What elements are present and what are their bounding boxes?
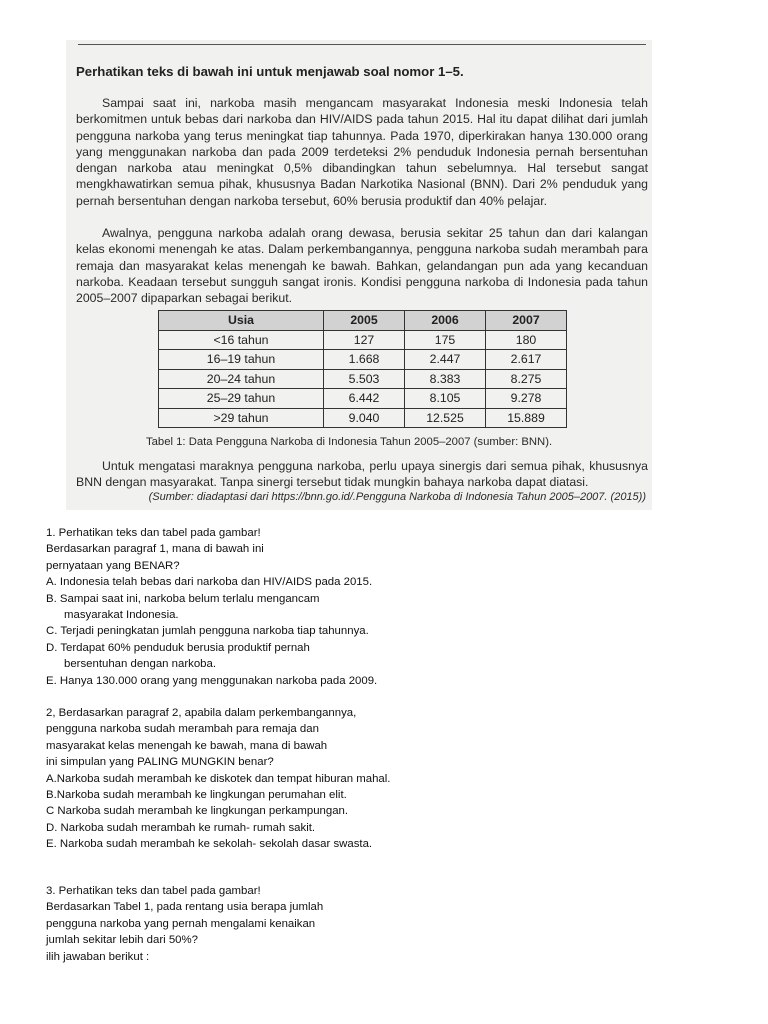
table-row [159, 369, 567, 389]
question-1-line: 1. Perhatikan teks dan tabel pada gambar! [46, 527, 261, 539]
table-cell: 127 [324, 330, 405, 350]
question-1-option-e: E. Hanya 130.000 orang yang menggunakan narkoba pada 2009. [46, 674, 378, 687]
question-2-option-c: C Narkoba sudah merambah ke lingkungan perkampungan. [46, 805, 349, 818]
excerpt-paragraph-3: Untuk mengatasi maraknya pengguna narkoba, perlu upaya sinergis dari semua pihak, khususnya BNN dengan masyarakat. Tanpa sinergi tersebut tidak mungkin bahaya narkoba dapat diatasi. [76, 459, 648, 490]
table-caption: Tabel 1: Data Pengguna Narkoba di Indonesia Tahun 2005–2007 (sumber: BNN). [146, 436, 553, 448]
question-1-line: pernyataan yang BENAR? [46, 559, 180, 572]
question-1-option-b-cont: masyarakat Indonesia. [64, 609, 179, 622]
question-3-line: jumlah sekitar lebih dari 50%? [46, 934, 198, 947]
table-cell: 9.040 [324, 408, 405, 428]
scanned-excerpt [66, 40, 652, 510]
table-cell: 8.275 [486, 369, 567, 389]
table-header-cell: 2006 [405, 311, 486, 331]
excerpt-paragraph-2: Awalnya, pengguna narkoba adalah orang dewasa, berusia sekitar 25 tahun dan dari kalangan kelas ekonomi menengah ke atas. Dalam perkembangannya, pengguna narkoba sudah merambah para remaja dan masyarakat kelas menengah ke bawah. Bahkan, gelandangan pun ada yang kecanduan narkoba. Keadaan tersebut sungguh sangat ironis. Kondisi pengguna narkoba di Indonesia pada tahun 2005–2007 dipaparkan sebagai berikut. [76, 226, 648, 306]
question-3-line: 3. Perhatikan teks dan tabel pada gambar! [46, 885, 261, 897]
question-1-line: Berdasarkan paragraf 1, mana di bawah ini [46, 543, 264, 556]
table-cell: 1.668 [324, 350, 405, 370]
excerpt-paragraph-1: Sampai saat ini, narkoba masih mengancam masyarakat Indonesia meski Indonesia telah berkomitmen untuk bebas dari narkoba dan HIV/AIDS pada tahun 2015. Hal itu dapat dilihat dari jumlah pengguna narkoba yang terus meningkat tiap tahunnya. Pada 1970, diperkirakan hanya 130.000 orang yang menggunakan narkoba dan pada 2009 terdeteksi 2% penduduk Indonesia pernah bersentuhan dengan narkoba atau meningkat 0,5% dibandingkan tahun sebelumnya. Hal tersebut sangat mengkhawatirkan semua pihak, khususnya Badan Narkotika Nasional (BNN). Dari 2% penduduk yang pernah bersentuhan dengan narkoba tersebut, 60% berusia produktif dan 40% pelajar. [76, 96, 648, 208]
table-cell: 2.447 [405, 350, 486, 370]
question-3-line: ilih jawaban berikut : [46, 950, 150, 963]
table-cell: 6.442 [324, 389, 405, 409]
excerpt-heading: Perhatikan teks di bawah ini untuk menjawab soal nomor 1–5. [76, 64, 464, 79]
question-2 [46, 705, 390, 853]
top-rule [78, 44, 646, 45]
question-1 [46, 525, 377, 689]
table-cell: 8.383 [405, 369, 486, 389]
table-cell: 9.278 [486, 389, 567, 409]
question-2-option-a: A.Narkoba sudah merambah ke diskotek dan tempat hiburan mahal. [46, 772, 391, 785]
table-cell: 12.525 [405, 408, 486, 428]
table-cell: 5.503 [324, 369, 405, 389]
question-2-line: masyarakat kelas menengah ke bawah, mana di bawah [46, 739, 328, 752]
table-cell: 180 [486, 330, 567, 350]
table-cell: 8.105 [405, 389, 486, 409]
table-header-row [159, 311, 567, 331]
question-2-option-e: E. Narkoba sudah merambah ke sekolah- sekolah dasar swasta. [46, 838, 373, 851]
table-cell: 25–29 tahun [159, 389, 324, 409]
question-2-line: pengguna narkoba sudah merambah para remaja dan [46, 723, 319, 736]
question-1-option-d-cont: bersentuhan dengan narkoba. [64, 658, 216, 671]
question-1-option-b: B. Sampai saat ini, narkoba belum terlalu mengancam [46, 592, 320, 605]
question-3 [46, 883, 323, 965]
table-cell: >29 tahun [159, 408, 324, 428]
question-1-option-a: A. Indonesia telah bebas dari narkoba dan HIV/AIDS pada 2015. [46, 576, 373, 589]
question-1-option-c: C. Terjadi peningkatan jumlah pengguna narkoba tiap tahunnya. [46, 625, 369, 638]
table-header-cell: 2007 [486, 311, 567, 331]
table-cell: <16 tahun [159, 330, 324, 350]
question-2-option-b: B.Narkoba sudah merambah ke lingkungan perumahan elit. [46, 789, 347, 802]
table-row [159, 330, 567, 350]
question-2-option-d: D. Narkoba sudah merambah ke rumah- rumah sakit. [46, 821, 316, 834]
source-citation: (Sumber: diadaptasi dari https://bnn.go.id/.Pengguna Narkoba di Indonesia Tahun 2005–2007. (2015)) [148, 491, 646, 503]
question-1-option-d: D. Terdapat 60% penduduk berusia produktif pernah [46, 641, 310, 654]
table-row [159, 389, 567, 409]
table-row [159, 350, 567, 370]
question-2-line: 2, Berdasarkan paragraf 2, apabila dalam perkembangannya, [46, 707, 357, 719]
question-2-line: ini simpulan yang PALING MUNGKIN benar? [46, 756, 274, 769]
table-header-cell: 2005 [324, 311, 405, 331]
question-3-line: pengguna narkoba yang pernah mengalami kenaikan [46, 917, 316, 930]
table-cell: 16–19 tahun [159, 350, 324, 370]
table-cell: 2.617 [486, 350, 567, 370]
table-row [159, 408, 567, 428]
table-cell: 175 [405, 330, 486, 350]
table-cell: 20–24 tahun [159, 369, 324, 389]
drug-users-table [158, 310, 567, 428]
table-cell: 15.889 [486, 408, 567, 428]
table-header-cell: Usia [159, 311, 324, 331]
question-3-line: Berdasarkan Tabel 1, pada rentang usia berapa jumlah [46, 901, 324, 914]
